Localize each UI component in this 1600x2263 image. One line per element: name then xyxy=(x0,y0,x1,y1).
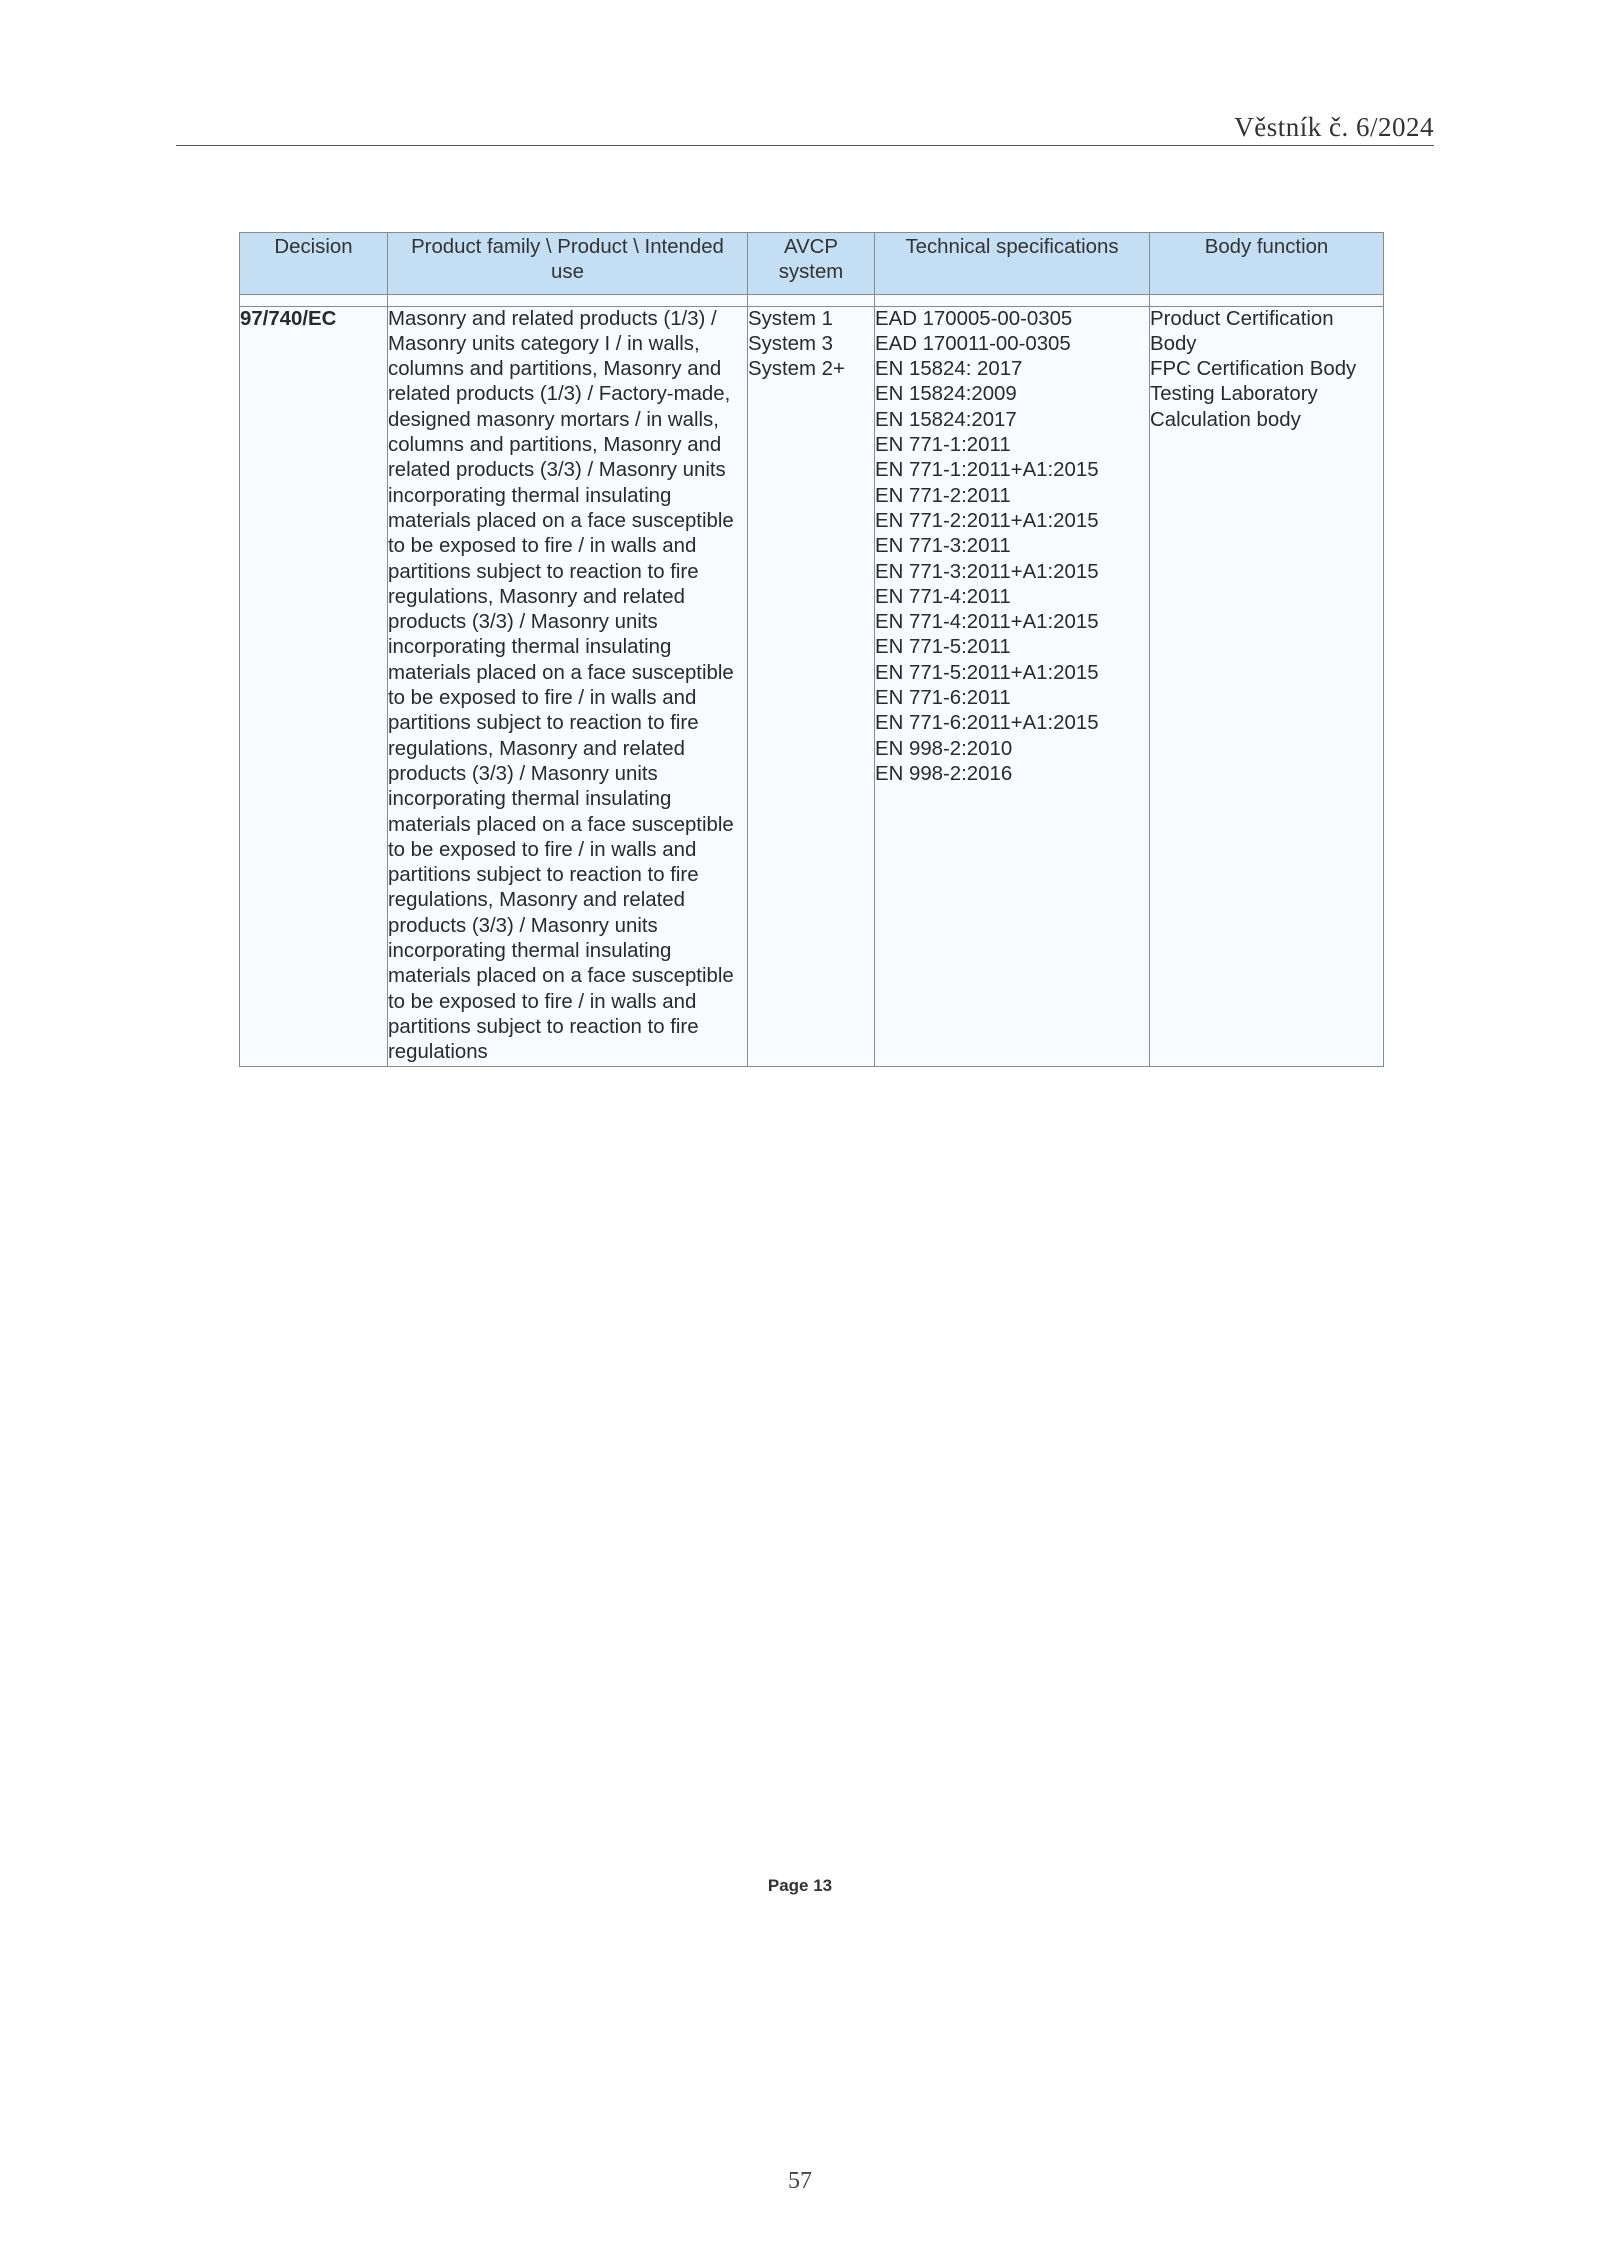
column-header-technical-specifications: Technical specifications xyxy=(875,233,1150,295)
product-line: regulations xyxy=(388,1041,488,1064)
product-line: partitions subject to reaction to fire xyxy=(388,560,699,583)
specification-item: EAD 170005-00-0305 xyxy=(875,307,1073,330)
body-function-cell xyxy=(1150,306,1384,1066)
product-line: materials placed on a face susceptible xyxy=(388,965,734,988)
product-line: to be exposed to fire / in walls and xyxy=(388,990,697,1013)
specification-item: EN 771-6:2011 xyxy=(875,687,1011,710)
product-line: products (3/3) / Masonry units xyxy=(388,611,658,634)
avcp-lines xyxy=(748,307,874,383)
avcp-system-cell xyxy=(748,306,875,1066)
body-function-line: Product Certification xyxy=(1150,307,1334,330)
product-line: partitions subject to reaction to fire xyxy=(388,1015,699,1038)
product-line: to be exposed to fire / in walls and xyxy=(388,838,697,861)
column-header-avcp-system: AVCP system xyxy=(748,233,875,295)
specification-item: EN 771-2:2011+A1:2015 xyxy=(875,509,1099,532)
specification-item: EN 15824:2009 xyxy=(875,383,1017,406)
product-line: regulations, Masonry and related xyxy=(388,889,685,912)
product-line: related products (3/3) / Masonry units xyxy=(388,459,726,482)
product-line: regulations, Masonry and related xyxy=(388,737,685,760)
product-line: Masonry and related products (1/3) / xyxy=(388,307,717,330)
product-family-cell xyxy=(388,306,748,1066)
technical-specifications-cell xyxy=(875,306,1150,1066)
decision-table xyxy=(239,232,1384,1067)
column-header-body-function: Body function xyxy=(1150,233,1384,295)
specification-item: EN 998-2:2010 xyxy=(875,737,1013,760)
specification-item: EAD 170011-00-0305 xyxy=(875,332,1071,355)
product-line: incorporating thermal insulating xyxy=(388,940,672,963)
body-function-line: FPC Certification Body xyxy=(1150,358,1357,381)
avcp-system-item: System 2+ xyxy=(748,358,845,381)
specification-item: EN 771-3:2011+A1:2015 xyxy=(875,560,1099,583)
specification-item: EN 771-4:2011 xyxy=(875,585,1011,608)
product-line: materials placed on a face susceptible xyxy=(388,813,734,836)
specification-item: EN 771-6:2011+A1:2015 xyxy=(875,712,1099,735)
product-line: materials placed on a face susceptible xyxy=(388,509,734,532)
specification-item: EN 771-4:2011+A1:2015 xyxy=(875,611,1099,634)
body-function-line: Testing Laboratory xyxy=(1150,383,1318,406)
product-line: products (3/3) / Masonry units xyxy=(388,914,658,937)
product-line: incorporating thermal insulating xyxy=(388,484,672,507)
avcp-system-item: System 1 xyxy=(748,307,833,330)
product-line: materials placed on a face susceptible xyxy=(388,661,734,684)
decision-cell: 97/740/EC xyxy=(240,306,388,1066)
table-row xyxy=(240,306,1384,1066)
product-line: designed masonry mortars / in walls, xyxy=(388,408,719,431)
specification-item: EN 771-1:2011 xyxy=(875,434,1011,457)
specification-item: EN 771-1:2011+A1:2015 xyxy=(875,459,1099,482)
product-line: Masonry units category I / in walls, xyxy=(388,332,700,355)
specification-item: EN 771-3:2011 xyxy=(875,535,1011,558)
spec-lines xyxy=(875,307,1149,788)
product-line: partitions subject to reaction to fire xyxy=(388,864,699,887)
journal-header xyxy=(176,112,1434,146)
journal-title: Věstník č. 6/2024 xyxy=(1234,112,1434,142)
product-line: regulations, Masonry and related xyxy=(388,585,685,608)
body-function-line: Calculation body xyxy=(1150,408,1301,431)
specification-item: EN 998-2:2016 xyxy=(875,762,1013,785)
avcp-system-item: System 3 xyxy=(748,332,833,355)
product-line: related products (1/3) / Factory-made, xyxy=(388,383,731,406)
product-line: products (3/3) / Masonry units xyxy=(388,762,658,785)
specification-item: EN 771-5:2011+A1:2015 xyxy=(875,661,1099,684)
specification-item: EN 15824: 2017 xyxy=(875,358,1023,381)
specification-item: EN 771-2:2011 xyxy=(875,484,1011,507)
specification-item: EN 771-5:2011 xyxy=(875,636,1011,659)
product-line: to be exposed to fire / in walls and xyxy=(388,687,697,710)
column-header-decision: Decision xyxy=(240,233,388,295)
table-header-row xyxy=(240,233,1384,295)
product-lines xyxy=(388,307,747,1066)
spacer-row xyxy=(240,294,1384,306)
product-line: incorporating thermal insulating xyxy=(388,636,672,659)
page-label: Page 13 xyxy=(767,1876,833,1895)
body-lines xyxy=(1150,307,1383,433)
body-function-line: Body xyxy=(1150,332,1197,355)
column-header-product-family: Product family \ Product \ Intended use xyxy=(388,233,748,295)
product-line: incorporating thermal insulating xyxy=(388,788,672,811)
product-line: columns and partitions, Masonry and xyxy=(388,358,722,381)
page-number: 57 xyxy=(788,2168,812,2194)
product-line: partitions subject to reaction to fire xyxy=(388,712,699,735)
product-line: columns and partitions, Masonry and xyxy=(388,434,722,457)
product-line: to be exposed to fire / in walls and xyxy=(388,535,697,558)
specification-item: EN 15824:2017 xyxy=(875,408,1017,431)
